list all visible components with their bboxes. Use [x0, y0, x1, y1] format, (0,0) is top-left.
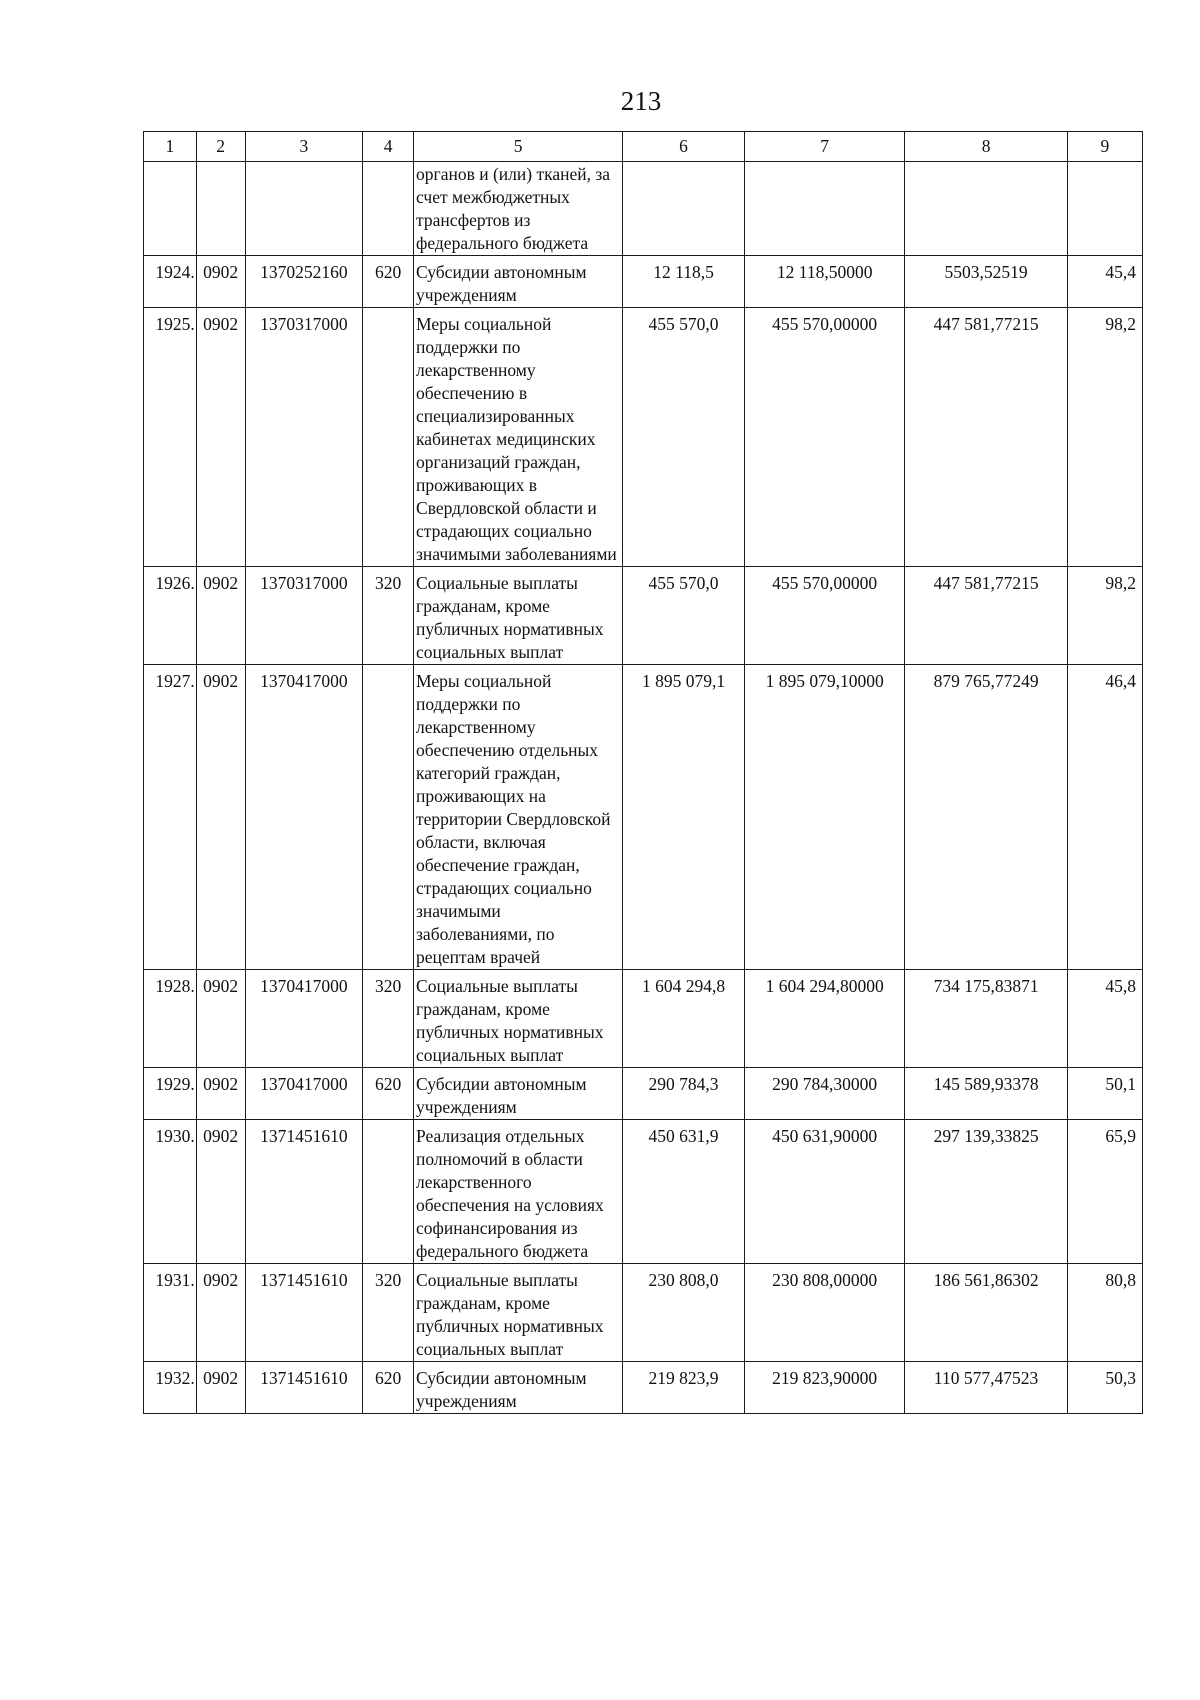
executed-amount-cell: 110 577,47523 — [905, 1362, 1067, 1414]
expense-type-cell: 320 — [363, 567, 414, 665]
section-code-cell: 0902 — [196, 567, 245, 665]
section-code-cell: 0902 — [196, 1068, 245, 1120]
expense-type-cell: 620 — [363, 1068, 414, 1120]
column-header-3: 3 — [245, 132, 363, 162]
table-row — [144, 1362, 1143, 1414]
adjusted-amount-cell: 219 823,90000 — [744, 1362, 904, 1414]
execution-percent-cell: 46,4 — [1067, 665, 1142, 970]
item-name-cell: Социальные выплаты гражданам, кроме публичных нормативных социальных выплат — [414, 970, 623, 1068]
row-number-cell: 1928. — [144, 970, 197, 1068]
row-number-cell: 1927. — [144, 665, 197, 970]
planned-amount-cell: 450 631,9 — [623, 1120, 745, 1264]
row-number-cell: 1924. — [144, 256, 197, 308]
row-number-cell: 1932. — [144, 1362, 197, 1414]
page-number: 213 — [620, 86, 662, 116]
table-row — [144, 665, 1143, 970]
planned-amount-cell: 230 808,0 — [623, 1264, 745, 1362]
target-code-cell: 1370417000 — [245, 1068, 363, 1120]
column-header-4: 4 — [363, 132, 414, 162]
planned-amount-cell — [623, 162, 745, 256]
expense-type-cell — [363, 1120, 414, 1264]
table-row — [144, 1264, 1143, 1362]
execution-percent-cell: 98,2 — [1067, 308, 1142, 567]
row-number-cell — [144, 162, 197, 256]
table-row — [144, 567, 1143, 665]
execution-percent-cell — [1067, 162, 1142, 256]
column-header-6: 6 — [623, 132, 745, 162]
row-number-cell: 1930. — [144, 1120, 197, 1264]
table-row — [144, 1068, 1143, 1120]
column-header-5: 5 — [414, 132, 623, 162]
execution-percent-cell: 65,9 — [1067, 1120, 1142, 1264]
item-name-cell: Субсидии автономным учреждениям — [414, 256, 623, 308]
header-row — [144, 132, 1143, 162]
executed-amount-cell: 297 139,33825 — [905, 1120, 1067, 1264]
planned-amount-cell: 12 118,5 — [623, 256, 745, 308]
adjusted-amount-cell: 455 570,00000 — [744, 308, 904, 567]
item-name-cell: органов и (или) тканей, за счет межбюджетных трансфертов из федерального бюджета — [414, 162, 623, 256]
expense-type-cell — [363, 308, 414, 567]
column-header-8: 8 — [905, 132, 1067, 162]
table-row — [144, 1120, 1143, 1264]
target-code-cell — [245, 162, 363, 256]
section-code-cell: 0902 — [196, 970, 245, 1068]
item-name-cell: Меры социальной поддержки по лекарственному обеспечению в специализированных кабинетах медицинских организаций граждан, проживающих в Свердловской области и страдающих социально значимыми заболеваниями — [414, 308, 623, 567]
item-name-cell: Реализация отдельных полномочий в области лекарственного обеспечения на условиях софинансирования из федерального бюджета — [414, 1120, 623, 1264]
planned-amount-cell: 455 570,0 — [623, 567, 745, 665]
executed-amount-cell — [905, 162, 1067, 256]
section-code-cell: 0902 — [196, 256, 245, 308]
adjusted-amount-cell: 1 604 294,80000 — [744, 970, 904, 1068]
planned-amount-cell: 455 570,0 — [623, 308, 745, 567]
row-number-cell: 1926. — [144, 567, 197, 665]
execution-percent-cell: 50,3 — [1067, 1362, 1142, 1414]
budget-table — [143, 131, 1143, 1414]
item-name-cell: Социальные выплаты гражданам, кроме публичных нормативных социальных выплат — [414, 567, 623, 665]
target-code-cell: 1371451610 — [245, 1362, 363, 1414]
executed-amount-cell: 879 765,77249 — [905, 665, 1067, 970]
table-row — [144, 970, 1143, 1068]
target-code-cell: 1370317000 — [245, 308, 363, 567]
column-header-9: 9 — [1067, 132, 1142, 162]
execution-percent-cell: 98,2 — [1067, 567, 1142, 665]
section-code-cell: 0902 — [196, 665, 245, 970]
adjusted-amount-cell: 230 808,00000 — [744, 1264, 904, 1362]
item-name-cell: Социальные выплаты гражданам, кроме публичных нормативных социальных выплат — [414, 1264, 623, 1362]
section-code-cell: 0902 — [196, 1362, 245, 1414]
table-row — [144, 256, 1143, 308]
adjusted-amount-cell: 12 118,50000 — [744, 256, 904, 308]
expense-type-cell — [363, 162, 414, 256]
target-code-cell: 1370317000 — [245, 567, 363, 665]
item-name-cell: Субсидии автономным учреждениям — [414, 1362, 623, 1414]
column-header-1: 1 — [144, 132, 197, 162]
table-row — [144, 162, 1143, 256]
adjusted-amount-cell: 290 784,30000 — [744, 1068, 904, 1120]
planned-amount-cell: 219 823,9 — [623, 1362, 745, 1414]
executed-amount-cell: 5503,52519 — [905, 256, 1067, 308]
expense-type-cell: 320 — [363, 970, 414, 1068]
planned-amount-cell: 290 784,3 — [623, 1068, 745, 1120]
table-body — [144, 162, 1143, 1414]
execution-percent-cell: 80,8 — [1067, 1264, 1142, 1362]
section-code-cell: 0902 — [196, 1264, 245, 1362]
planned-amount-cell: 1 604 294,8 — [623, 970, 745, 1068]
target-code-cell: 1371451610 — [245, 1264, 363, 1362]
adjusted-amount-cell: 1 895 079,10000 — [744, 665, 904, 970]
target-code-cell: 1370417000 — [245, 665, 363, 970]
execution-percent-cell: 45,8 — [1067, 970, 1142, 1068]
executed-amount-cell: 447 581,77215 — [905, 308, 1067, 567]
expense-type-cell: 320 — [363, 1264, 414, 1362]
planned-amount-cell: 1 895 079,1 — [623, 665, 745, 970]
executed-amount-cell: 447 581,77215 — [905, 567, 1067, 665]
target-code-cell: 1370252160 — [245, 256, 363, 308]
item-name-cell: Субсидии автономным учреждениям — [414, 1068, 623, 1120]
table-row — [144, 308, 1143, 567]
expense-type-cell: 620 — [363, 1362, 414, 1414]
executed-amount-cell: 186 561,86302 — [905, 1264, 1067, 1362]
section-code-cell: 0902 — [196, 1120, 245, 1264]
column-header-2: 2 — [196, 132, 245, 162]
expense-type-cell — [363, 665, 414, 970]
adjusted-amount-cell — [744, 162, 904, 256]
target-code-cell: 1371451610 — [245, 1120, 363, 1264]
row-number-cell: 1931. — [144, 1264, 197, 1362]
target-code-cell: 1370417000 — [245, 970, 363, 1068]
section-code-cell — [196, 162, 245, 256]
expense-type-cell: 620 — [363, 256, 414, 308]
adjusted-amount-cell: 450 631,90000 — [744, 1120, 904, 1264]
executed-amount-cell: 145 589,93378 — [905, 1068, 1067, 1120]
row-number-cell: 1925. — [144, 308, 197, 567]
execution-percent-cell: 50,1 — [1067, 1068, 1142, 1120]
adjusted-amount-cell: 455 570,00000 — [744, 567, 904, 665]
row-number-cell: 1929. — [144, 1068, 197, 1120]
column-header-7: 7 — [744, 132, 904, 162]
item-name-cell: Меры социальной поддержки по лекарственному обеспечению отдельных категорий граждан, проживающих на территории Свердловской области, включая обеспечение граждан, страдающих социально значимыми заболеваниями, по рецептам врачей — [414, 665, 623, 970]
execution-percent-cell: 45,4 — [1067, 256, 1142, 308]
section-code-cell: 0902 — [196, 308, 245, 567]
table-header — [144, 132, 1143, 162]
executed-amount-cell: 734 175,83871 — [905, 970, 1067, 1068]
